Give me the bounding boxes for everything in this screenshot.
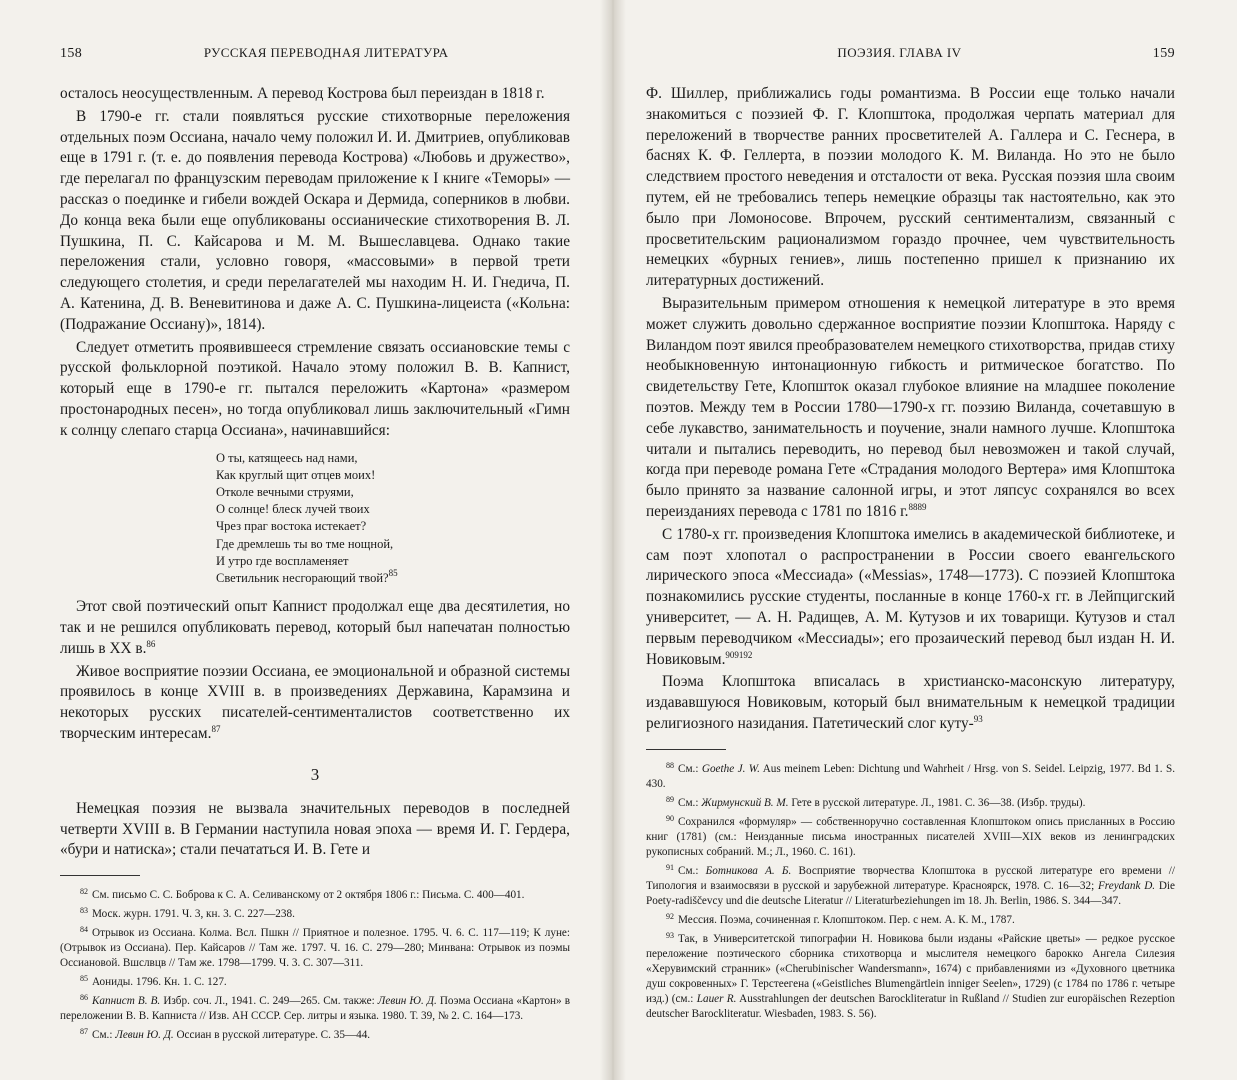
paragraph: Немецкая поэзия не вызвала значительных переводов в последней четверти XVIII в. В Германии наступила новая эпоха — время И. Г. Гердера, «бури и натиска»; стали печататься И. В. Гете и [60, 799, 570, 859]
section-number: 3 [310, 764, 320, 784]
page-number: 158 [60, 46, 83, 61]
footnote: $^{89}$ См.: Жирмунский В. М. Гете в русской литературе. Л., 1981. С. 36—38. (Избр. труды). [666, 794, 1086, 809]
poem-line: Чрез праг востока истекает? [216, 519, 367, 534]
footnote-ref: 91 [734, 649, 744, 660]
left-page-body [60, 84, 570, 861]
footnote: $^{92}$ Мессия. Поэма, сочиненная г. Клопштоком. Пер. с нем. А. К. М., 1787. [666, 911, 1015, 926]
footnote-ref: 86 [146, 638, 156, 649]
footnote-ref: 85 [388, 567, 398, 578]
footnote-ref: 90 [725, 649, 735, 660]
footnote: $^{84}$ Отрывок из Оссиана. Колма. Всл. Пшкн // Приятное и полезное. 1795. Ч. 6. С. 117—119; К луне: (Отрывок из Оссиана). Пер. Кайсаров // Там же. 1797. Ч. 16. С. 279—280; Минвана: Отрывок из поэмы Оссиановой. Вшслвцв // Там же. 1798—1799. Ч. 3. С. 307—311. [60, 925, 570, 970]
footnote-ref: 92 [743, 649, 753, 660]
paragraph: Этот свой поэтический опыт Капнист продолжал еще два десятилетия, но так и не решился опубликовать перевод, который был напечатан полностью лишь в XX в.$^{86}$ [60, 598, 570, 657]
running-title: РУССКАЯ ПЕРЕВОДНАЯ ЛИТЕРАТУРА [203, 45, 449, 60]
footnote: $^{83}$ Моск. журн. 1791. Ч. 3, кн. 3. С. 227—238. [80, 906, 295, 921]
footnote: $^{93}$ Так, в Университетской типографии Н. Новикова были изданы «Райские цветы» — редкое русское переложение поэтического сборника стихотворца и мыслителя немецкого барокко Ангела Силезия «Херувимский странник» («Cherubinischer Wandersmann», 1674) с прибавлениями из «Духовного цветника душ сокровенных» Г. Терстеегена («Geistliches Blumengärtlein inniger Seelen», 1729) (с 1784 по 1786 г. четыре изд.) (см.: Lauer R. Ausstrahlungen der deutschen Barockliteratur in Rußland // Studien zur europäischen Rezeption deutscher Barockliteratur. Wiesbaden, 1983. S. 56). [646, 930, 1175, 1020]
footnote: $^{85}$ Аониды. 1796. Кн. 1. С. 127. [80, 974, 227, 989]
running-title: ПОЭЗИЯ. ГЛАВА IV [837, 45, 962, 60]
footnote: $^{90}$ Сохранился «формуляр» — собственноручно составленная Клопштоком опись присланных в Россию книг (1781) (см.: Неизданные письма иностранных писателей XVIII—XIX веков из ленинградских рукописных собраний. М.; Л., 1960. С. 161). [646, 813, 1175, 858]
footnote: $^{91}$ См.: Ботникова А. Б. Восприятие творчества Клопштока в русской литературе его времени // Типология и взаимосвязи в русской и зарубежной литературе. Красноярск, 1978. С. 16—32; Freydank D. Die Poety-radiščevcy und die deutsche Literatur // Literaturbeziehungen im 18. Jh. Berlin, 1986. S. 344—347. [646, 862, 1176, 907]
footnote-ref: 87 [211, 723, 221, 734]
paragraph: С 1780-х гг. произведения Клопштока имелись в академической библиотеке, и сам поэт хлопотал о распространении в России своего евангельского лирического эпоса «Мессиада» («Messias», 1748—1773). С поэзией Клопштока познакомились русские студенты, посланные в конце 1760-х гг. в Лейпцигский университет, — А. Н. Радищев, А. М. Кутузов и их товарищи. Кутузов и стал первым переводчиком «Мессиады»; его прозаический перевод был издан Н. И. Новиковым.$^{909192}$ [646, 525, 1175, 668]
footnote-ref: 93 [973, 713, 983, 724]
footnote: $^{88}$ См.: Goethe J. W. Aus meinem Leben: Dichtung und Wahrheit / Hrsg. von S. Seidel. Leipzig, 1977. Bd 1. S. 430. [646, 760, 1175, 790]
poem-line: Отколе вечными струями, [216, 484, 354, 499]
poem-line: Светильник несгорающий твой?$^{85}$ [216, 567, 398, 585]
left-page-header [60, 45, 570, 62]
footnotes [646, 758, 1175, 1022]
footnote: $^{86}$ Капнист В. В. Избр. соч. Л., 1941. С. 249—265. См. также: Левин Ю. Д. Поэма Оссиана «Картон» в переложении В. В. Капниста // Изв. АН СССР. Сер. литры и языка. 1980. Т. 39, № 2. С. 164—173. [60, 993, 570, 1023]
poem-line: Где дремлешь ты во тме нощной, [216, 536, 394, 551]
footnote: $^{87}$ См.: Левин Ю. Д. Оссиан в русской литературе. С. 35—44. [80, 1027, 371, 1042]
footnote: $^{82}$ См. письмо С. С. Боброва к С. А. Селиванскому от 2 октября 1806 г.: Письма. С. 400—401. [80, 887, 525, 902]
paragraph: Поэма Клопштока вписалась в христианско-масонскую литературу, издававшуюся Новиковым, который был внимательным к немецкой традиции религиозного назидания. Патетический слог куту-$^{93}$ [646, 673, 1175, 732]
right-page-body [646, 84, 1175, 735]
paragraph: Живое восприятие поэзии Оссиана, ее эмоциональной и образной системы проявилось в конце XVIII в. в произведениях Державина, Карамзина и некоторых русских писателей-сентименталистов соответственно их творческим интересам.$^{87}$ [60, 662, 570, 742]
poem-line: И утро где воспламеняет [216, 553, 349, 568]
left-page [0, 0, 610, 1080]
footnote-ref: 88 [908, 501, 918, 512]
right-page [620, 0, 1237, 1080]
footnote-rule [60, 875, 140, 876]
footnotes [60, 884, 570, 1043]
paragraph: осталось неосуществленным. А перевод Кострова был переиздан в 1818 г. [60, 85, 545, 102]
paragraph: Ф. Шиллер, приближались годы романтизма. В России еще только начали знакомиться с поэзией Ф. Г. Клопштока, продолжая черпать материал для переложений в творчестве ранних просветителей А. Галлера и С. Геснера, в баснях К. Ф. Геллерта, в поэзии молодого К. М. Виланда. Но это не было следствием простого неведения и отсталости от века. Русская поэзия шла своим путем, ей не требовались теперь немецкие образцы так настоятельно, как это было при Ломоносове. Впрочем, русский сентиментализм, связанный с просветительским рационализмом гораздо прочнее, чем чувствительность немецких «бурных гениев», лишь постепенно пришел к признанию их литературных достижений. [646, 85, 1175, 290]
paragraph: Выразительным примером отношения к немецкой литературе в это время может служить довольно сдержанное восприятие поэзии Клопштока. Наряду с Виландом поэт явился преобразователем немецкого стихотворства, придав стиху необыкновенную интонационную гибкость и ритмическое богатство. По свидетельству Гете, Клопшток оказал глубокое влияние на младшее поколение поэтов. Между тем в России 1780—1790-х гг. поэзию Виланда, сочетавшую в себе лукавство, занимательность и поучение, знали намного лучше. Клопштока читали и пытались переводить, но перевод был невозможен и такой случай, когда при переводе романа Гете «Страдания молодого Вертера» имя Клопштока было принято за название салонной игры, и этот ляпсус сохранялся во всех переизданиях перевода с 1781 по 1816 г.$^{8889}$ [646, 294, 1175, 520]
paragraph: В 1790-е гг. стали появляться русские стихотворные переложения отдельных поэм Оссиана, начало чему положил И. И. Дмитриев, опубликовав еще в 1791 г. (т. е. до появления перевода Кострова) «Любовь и дружество», где перелагал по французским переводам приложение к I книге «Теморы» — рассказ о поединке и гибели вождей Оскара и Дермида, соперников в любви. До конца века были еще опубликованы оссианические стихотворения В. Л. Пушкина, П. С. Кайсарова и М. М. Вышеславцева. Однако такие переложения стали, условно говоря, «массовыми» в первой трети следующего столетия, и среди перелагателей мы находим Н. И. Гнедича, П. А. Катенина, Д. В. Веневитинова и даже А. С. Пушкина-лицеиста («Кольна: (Подражание Оссиану)», 1814). [60, 107, 570, 333]
poem-quote [216, 450, 570, 588]
page-number: 159 [1152, 46, 1175, 61]
footnote-ref: 89 [917, 501, 927, 512]
paragraph: Следует отметить проявившееся стремление связать оссиановские темы с русской фольклорной поэтикой. Начало этому положил В. В. Капнист, который еще в 1790-е гг. пытался переложить «Картона» «размером простонародных песен», но тогда опубликовал лишь заключительный «Гимн к солнцу слепаго старца Оссиана», начинавшийся: [60, 338, 570, 439]
poem-line: О ты, катящеесь над нами, [216, 450, 358, 465]
right-page-header [646, 45, 1175, 62]
footnote-rule [646, 749, 726, 750]
poem-line: Как круглый щит отцев моих! [216, 467, 376, 482]
poem-line: О солнце! блеск лучей твоих [216, 502, 370, 517]
